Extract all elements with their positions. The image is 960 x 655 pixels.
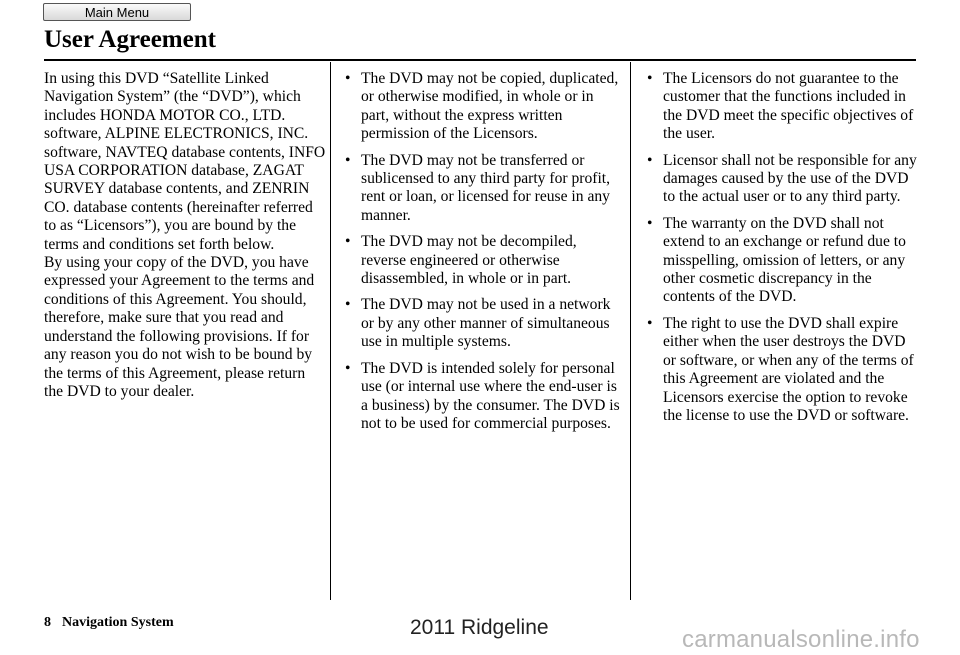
page-title: User Agreement	[44, 26, 216, 53]
bullet-icon: •	[647, 314, 653, 332]
terms-list-2	[645, 70, 921, 425]
model-watermark: 2011 Ridgeline	[410, 616, 549, 639]
bullet-icon: •	[647, 214, 653, 232]
bullet-icon: •	[345, 233, 351, 251]
column-2	[343, 70, 625, 441]
list-item: • The Licensors do not guarantee to the customer that the functions included in the DVD meet the specific objectives of the user.	[647, 70, 914, 143]
bullet-icon: •	[647, 151, 653, 169]
bullet-icon: •	[345, 70, 351, 87]
bullet-icon: •	[345, 296, 351, 314]
list-item: • The DVD is intended solely for personal use (or internal use where the end-user is a business) by the consumer. The DVD is not to be used for commercial purposes.	[345, 359, 620, 432]
main-menu-button[interactable]: Main Menu	[43, 3, 191, 21]
terms-list-1	[343, 70, 625, 433]
page-number: 8	[44, 615, 51, 630]
intro-paragraph: In using this DVD “Satellite Linked Navigation System” (the “DVD”), which includes HONDA MOTOR CO., LTD. software, ALPINE ELECTRONICS, INC. software, NAVTEQ database contents, INFO USA CORPORATION database, ZAGAT SURVEY database contents, and ZENRIN CO. database contents (hereinafter referred to as “Licensors”), you are bound by the terms and conditions set forth below.	[44, 70, 326, 253]
site-watermark: carmanualsonline.info	[682, 626, 920, 653]
column-divider-1	[330, 62, 331, 600]
list-item: • The DVD may not be transferred or sublicensed to any third party for profit, rent or loan, or licensed for reuse in any manner.	[345, 151, 611, 224]
bullet-icon: •	[647, 70, 653, 87]
column-1	[44, 70, 326, 401]
list-item: • The right to use the DVD shall expire either when the user destroys the DVD or software, or when any of the terms of this Agreement are violated and the Licensors exercise the option to revoke the license to use the DVD or software.	[647, 314, 914, 424]
section-label: Navigation System	[62, 615, 174, 630]
title-rule	[44, 59, 916, 61]
bullet-icon: •	[345, 151, 351, 169]
agreement-paragraph: By using your copy of the DVD, you have expressed your Agreement to the terms and conditions of this Agreement. You should, therefore, make sure that you read and understand the following provisions. If for any reason you do not wish to be bound by the terms of this Agreement, please return the DVD to your dealer.	[44, 254, 315, 400]
bullet-icon: •	[345, 359, 351, 377]
column-3	[645, 70, 921, 433]
list-item: • The DVD may not be decompiled, reverse engineered or otherwise disassembled, in whole or in part.	[345, 233, 577, 288]
list-item: • Licensor shall not be responsible for any damages caused by the use of the DVD to the actual user or to any third party.	[647, 151, 917, 206]
list-item: • The DVD may not be copied, duplicated, or otherwise modified, in whole or in part, without the express written permission of the Licensors.	[345, 70, 619, 143]
list-item: • The warranty on the DVD shall not extend to an exchange or refund due to misspelling, omission of letters, or any other cosmetic discrepancy in the contents of the DVD.	[647, 214, 906, 306]
list-item: • The DVD may not be used in a network or by any other manner of simultaneous use in multiple systems.	[345, 296, 611, 351]
column-divider-2	[630, 62, 631, 600]
